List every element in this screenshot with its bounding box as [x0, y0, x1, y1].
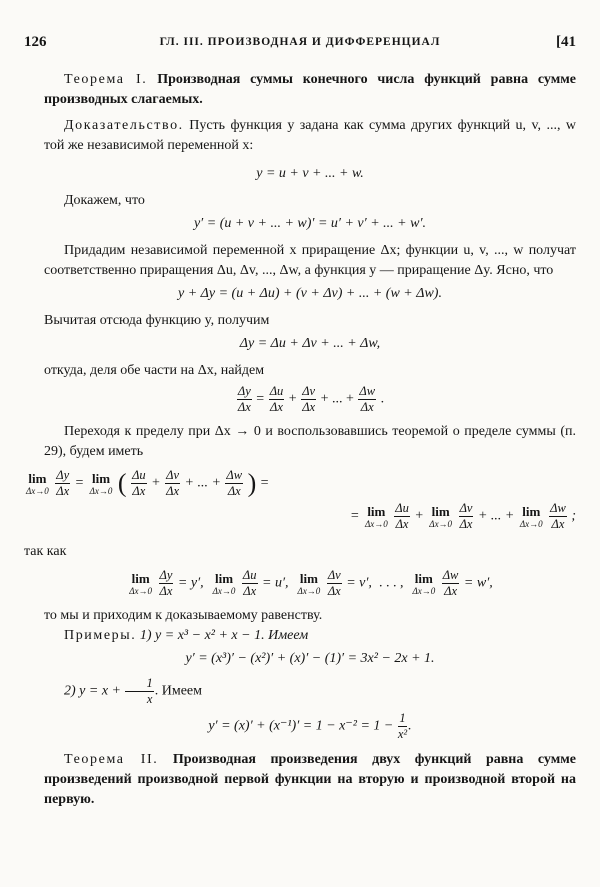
example-1	[44, 626, 576, 646]
lim-operator: lim Δx→0	[429, 503, 453, 529]
fraction-dw-dx: $\frac{\Delta w}{\Delta x}$	[442, 568, 459, 598]
lim-operator: lim Δx→0	[89, 470, 113, 496]
proof-intro	[44, 116, 576, 156]
conclusion-line: то мы и приходим к доказываемому равенству.	[44, 608, 323, 623]
fraction-dw-dx: $\frac{\Delta w}{\Delta x}$	[550, 501, 566, 531]
since-line: так как	[24, 544, 67, 559]
lim-operator: lim Δx→0	[412, 570, 436, 596]
theorem-2	[44, 750, 576, 810]
fraction-one-over-x-squared: $\frac{1}{\text{x²}}$	[397, 711, 408, 741]
formula-limit-line-2: = lim Δx→0 $\frac{\Delta u}{\Delta x}$ + lim Δx→0 $\frac{\Delta v}{\Delta x}$ + ... + lim Δx→0 $\frac{\Delta w}{\Delta x}$ ;	[350, 501, 576, 531]
fraction-du-dx: $\frac{\Delta u}{\Delta x}$	[132, 468, 146, 498]
fraction-dy-dx: $\frac{\Delta y}{\Delta x}$	[159, 568, 173, 598]
page-number: 126	[24, 34, 47, 50]
fraction-dv-dx: $\frac{\Delta v}{\Delta x}$	[327, 568, 341, 598]
prove-line: Докажем, что	[64, 193, 145, 208]
lim-operator: lim Δx→0	[26, 470, 49, 496]
fraction-dv-dx: $\frac{\Delta v}{\Delta x}$	[302, 384, 316, 414]
fraction-du-dx: $\frac{\Delta u}{\Delta x}$	[269, 384, 284, 414]
page-header	[24, 34, 576, 54]
divide-paragraph: откуда, деля обе части на Δx, найдем	[44, 363, 265, 378]
fraction-du-dx: $\frac{\Delta u}{\Delta x}$	[242, 568, 257, 598]
formula-sum-definition: y = u + v + ... + w.	[256, 166, 364, 181]
page-body	[24, 70, 576, 810]
lim-operator: lim Δx→0	[297, 570, 321, 596]
fraction-du-dx: $\frac{\Delta u}{\Delta x}$	[395, 501, 409, 531]
increment-paragraph: Придадим независимой переменной x приращение Δx; функции u, v, ..., w получат соответственно приращения Δu, Δv, ..., Δw, а функция y — приращение Δy. Ясно, что	[44, 243, 576, 278]
fraction-dw-dx: $\frac{\Delta w}{\Delta x}$	[226, 468, 243, 498]
proof-intro-text: Пусть функция y задана как сумма других функций u, v, ..., w той же независимой переменной x:	[44, 118, 576, 153]
fraction-dv-dx: $\frac{\Delta v}{\Delta x}$	[459, 501, 473, 531]
running-title: ГЛ. III. ПРОИЗВОДНАЯ И ДИФФЕРЕНЦИАЛ	[159, 36, 441, 48]
fraction-one-over-x: $\frac{1}{x}$	[125, 676, 153, 707]
lim-operator: lim Δx→0	[364, 503, 388, 529]
example-2: 2) y = x + $\frac{1}{x}$ . Имеем	[64, 676, 202, 706]
fraction-dv-dx: $\frac{\Delta v}{\Delta x}$	[166, 468, 180, 498]
limit-paragraph: Переходя к пределу при Δx → 0 и воспользовавшись теоремой о пределе суммы (п. 29), будем иметь	[44, 424, 576, 459]
lim-operator: lim Δx→0	[129, 570, 153, 596]
fraction-dy-dx: $\frac{\Delta y}{\Delta x}$	[237, 384, 251, 414]
example-1-text: 1) y = x³ − x² + x − 1. Имеем	[139, 628, 309, 643]
formula-limit-definitions: lim Δx→0 $\frac{\Delta y}{\Delta x}$ = y′, lim Δx→0 $\frac{\Delta u}{\Delta x}$ = u′, lim Δx→0 $\frac{\Delta v}{\Delta x}$ = v′, . . . , lim Δx→0 $\frac{\Delta w}{\Delta x}$ = w′,	[129, 568, 493, 598]
fraction-dy-dx: $\frac{\Delta y}{\Delta x}$	[56, 468, 70, 498]
theorem-2-statement: Производная произведения двух функций равна сумме произведений производной первой функции на вторую и производной второй на первую.	[44, 752, 576, 807]
example-2-result: y′ = (x)′ + (x⁻¹)′ = 1 − x⁻² = 1 − $\frac{1}{\text{x²}}$ .	[208, 711, 412, 741]
theorem-1-statement: Производная суммы конечного числа функций равна сумме производных слагаемых.	[44, 72, 576, 107]
lim-operator: lim Δx→0	[519, 503, 543, 529]
theorem-1	[44, 70, 576, 110]
lim-operator: lim Δx→0	[212, 570, 236, 596]
theorem-2-label: Теорема II.	[64, 752, 159, 767]
examples-label: Примеры.	[64, 628, 137, 643]
subtract-paragraph: Вычитая отсюда функцию y, получим	[44, 313, 270, 328]
example-1-result: y′ = (x³)′ − (x²)′ + (x)′ − (1)′ = 3x² − 2x + 1.	[185, 651, 435, 666]
section-number: [41	[556, 34, 576, 50]
formula-sum-derivative: y′ = (u + v + ... + w)′ = u′ + v′ + ... + w′.	[193, 216, 427, 231]
formula-increments: y + Δy = (u + Δu) + (v + Δv) + ... + (w + Δw).	[178, 286, 442, 301]
formula-limit-line-1: lim Δx→0 $\frac{\Delta y}{\Delta x}$ = lim Δx→0 ( $\frac{\Delta u}{\Delta x}$ + $\frac{\Delta v}{\Delta x}$ + ... + $\frac{\Delta w}{\Delta x}$ ) =	[26, 468, 270, 498]
fraction-dw-dx: $\frac{\Delta w}{\Delta x}$	[359, 384, 376, 414]
proof-label: Доказательство.	[64, 118, 184, 133]
formula-delta-y: Δy = Δu + Δv + ... + Δw,	[239, 336, 381, 351]
theorem-1-label: Теорема I.	[64, 72, 148, 87]
formula-difference-quotients: $\frac{\Delta y}{\Delta x}$ = $\frac{\Delta u}{\Delta x}$ + $\frac{\Delta v}{\Delta x}$ + ... + $\frac{\Delta w}{\Delta x}$ .	[237, 384, 385, 414]
